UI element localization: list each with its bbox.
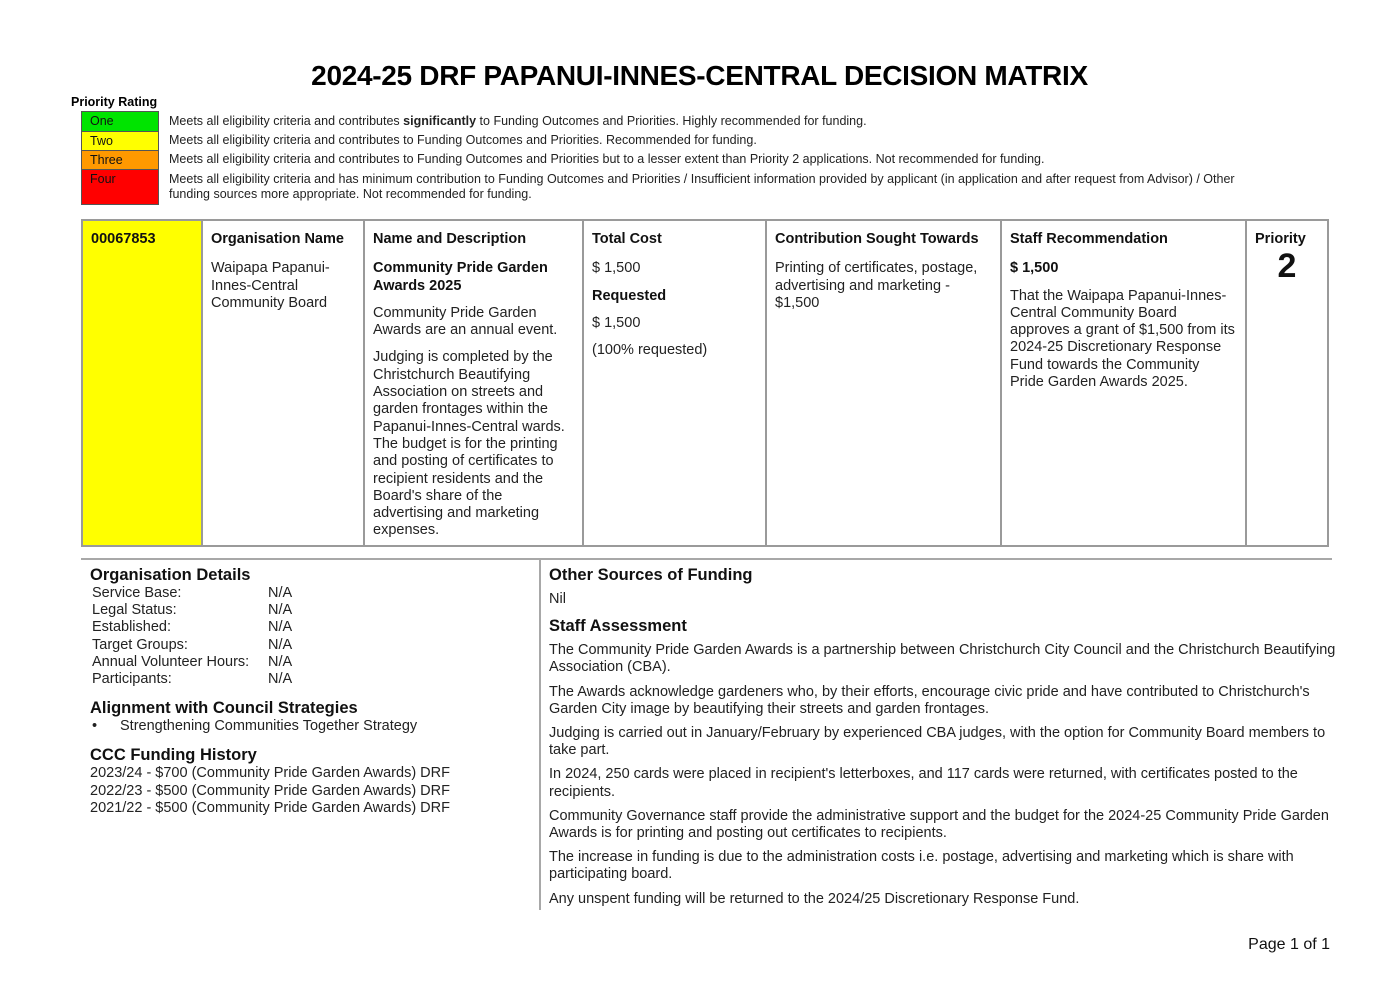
staff-recommendation-cell (1002, 221, 1247, 545)
priority-header: Priority (1255, 231, 1306, 247)
assessment-panel (549, 566, 1339, 915)
requested-percent: (100% requested) (592, 342, 708, 359)
assessment-paragraph: The Community Pride Garden Awards is a partnership between Christchurch City Council and the Christchurch Beautifying Association (CBA). (549, 642, 1336, 676)
assessment-paragraph: Community Governance staff provide the administrative support and the budget for the 2024-25 Community Pride Garden Awards is for printing and posting out certificates to recipients. (549, 807, 1329, 842)
other-sources-value: Nil (549, 591, 566, 607)
other-sources-heading: Other Sources of Funding (549, 566, 753, 584)
contribution-header: Contribution Sought Towards (775, 231, 979, 247)
project-description-2: Judging is completed by the Christchurch Beautifying Association on streets and garden frontages within the Papanui-Innes-Central wards. The budget is for the printing and posting of certificates to recipient residents and the Board's share of the advertising and marketing expenses. (373, 349, 565, 539)
funding-history-heading: CCC Funding History (90, 746, 257, 765)
detail-row: Participants: N/A (92, 671, 293, 688)
alignment-item: • Strengthening Communities Together Strategy (92, 718, 418, 735)
recommended-amount: $ 1,500 (1010, 260, 1059, 277)
contribution-value: Printing of certificates, postage, advertising and marketing - $1,500 (775, 260, 978, 311)
priority-cell (1247, 221, 1327, 545)
bullet-icon: • (92, 718, 98, 735)
description-header: Name and Description (373, 231, 527, 247)
staff-recommendation-header: Staff Recommendation (1010, 231, 1168, 247)
page-number: Page 1 of 1 (1248, 936, 1330, 953)
funding-history-item: 2021/22 - $500 (Community Pride Garden Awards) DRF (90, 799, 450, 816)
priority-desc-four: Meets all eligibility criteria and has minimum contribution to Funding Outcomes and Priorities / Insufficient information provided by applicant (in application and after request from Advisor) / Other funding sources more appropriate. Not recommended for funding. (169, 172, 1235, 201)
assessment-paragraph: The Awards acknowledge gardeners who, by their efforts, encourage civic pride and have contributed to Christchurch's Garden City image by beautifying their streets and garden frontages. (549, 683, 1310, 717)
priority-swatch-two: Two (81, 131, 159, 150)
organisation-header: Organisation Name (211, 231, 344, 247)
project-description-1: Community Pride Garden Awards are an annual event. (373, 304, 558, 339)
project-name: Community Pride Garden Awards 2025 (373, 260, 548, 294)
detail-row: Legal Status: N/A (92, 602, 293, 619)
assessment-paragraph: Judging is carried out in January/February by experienced CBA judges, with the option for Community Board members to take part. (549, 725, 1326, 759)
total-cost-header: Total Cost (592, 231, 662, 247)
priority-desc-two: Meets all eligibility criteria and contributes to Funding Outcomes and Priorities. Recommended for funding. (169, 133, 757, 147)
requested-label: Requested (592, 287, 667, 304)
contribution-cell (767, 221, 1002, 545)
funding-history-item: 2022/23 - $500 (Community Pride Garden Awards) DRF (90, 782, 450, 799)
total-cost-value: $ 1,500 (592, 260, 641, 277)
section-divider (81, 558, 1332, 560)
detail-row: Service Base: N/A (92, 585, 293, 601)
recommendation-text: That the Waipapa Papanui-Innes-Central Community Board approves a grant of $1,500 from its 2024-25 Discretionary Response Fund towards the Community Pride Garden Awards 2025. (1010, 287, 1235, 391)
alignment-heading: Alignment with Council Strategies (90, 699, 358, 718)
decision-matrix-row (81, 219, 1329, 547)
assessment-paragraph: Any unspent funding will be returned to the 2024/25 Discretionary Response Fund. (549, 890, 1080, 907)
page-title: 2024-25 DRF PAPANUI-INNES-CENTRAL DECISION MATRIX (311, 60, 1088, 91)
priority-swatch-four: Four (81, 169, 159, 205)
priority-value: 2 (1277, 247, 1297, 286)
priority-swatch-three: Three (81, 150, 159, 169)
description-cell (365, 221, 584, 545)
priority-rating-label: Priority Rating (71, 95, 158, 109)
detail-row: Annual Volunteer Hours: N/A (92, 653, 293, 670)
priority-swatch-one: One (81, 111, 159, 131)
organisation-details-heading: Organisation Details (90, 566, 251, 584)
application-id: 00067853 (91, 231, 156, 247)
staff-assessment-heading: Staff Assessment (549, 617, 687, 636)
priority-desc-three: Meets all eligibility criteria and contributes to Funding Outcomes and Priorities but to a lesser extent than Priority 2 applications. Not recommended for funding. (169, 152, 1045, 166)
detail-row: Established: N/A (92, 619, 293, 636)
requested-value: $ 1,500 (592, 314, 641, 331)
priority-desc-one: Meets all eligibility criteria and contributes significantly to Funding Outcomes and Priorities. Highly recommended for funding. (169, 114, 867, 128)
column-divider (539, 560, 541, 910)
detail-row: Target Groups: N/A (92, 636, 293, 653)
organisation-details-panel (90, 566, 530, 817)
organisation-name: Waipapa Papanui-Innes-Central Community Board (211, 260, 330, 311)
assessment-paragraph: In 2024, 250 cards were placed in recipient's letterboxes, and 117 cards were returned, with certificates posted to the recipients. (549, 766, 1298, 800)
funding-history-item: 2023/24 - $700 (Community Pride Garden Awards) DRF (90, 765, 450, 782)
organisation-cell (203, 221, 365, 545)
application-id-cell (83, 221, 203, 545)
assessment-paragraph: The increase in funding is due to the administration costs i.e. postage, advertising and marketing which is share with participating board. (549, 849, 1294, 883)
cost-cell (584, 221, 767, 545)
